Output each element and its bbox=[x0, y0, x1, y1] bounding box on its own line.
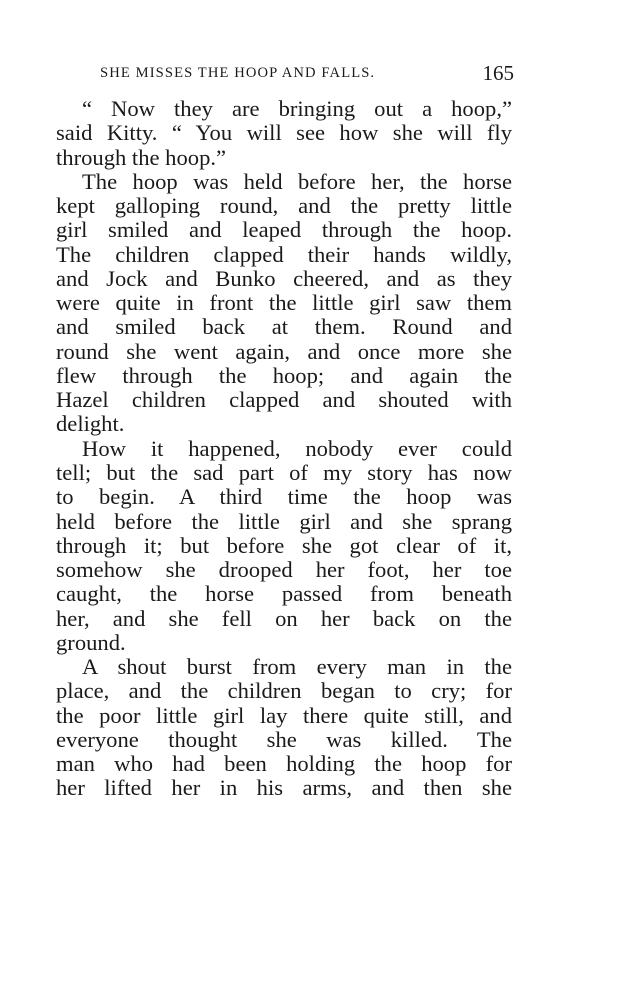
text-line: and Jock and Bunko cheered, and as they bbox=[56, 265, 512, 291]
text-line: kept galloping round, and the pretty little bbox=[56, 193, 512, 219]
text-line: A shout burst from every man in the bbox=[82, 654, 512, 680]
text-line: were quite in front the little girl saw them bbox=[56, 290, 512, 316]
text-line: flew through the hoop; and again the bbox=[56, 362, 512, 388]
text-line: everyone thought she was killed. The bbox=[56, 726, 512, 752]
text-line: girl smiled and leaped through the hoop. bbox=[56, 217, 512, 243]
text-line: Hazel children clapped and shouted with bbox=[56, 387, 512, 413]
text-line: held before the little girl and she sprang bbox=[56, 508, 512, 534]
running-title: SHE MISSES THE HOOP AND FALLS. bbox=[100, 65, 376, 81]
text-line: through it; but before she got clear of it, bbox=[56, 532, 512, 558]
text-line: “ Now they are bringing out a hoop,” bbox=[82, 96, 512, 121]
text-line: and smiled back at them. Round and bbox=[56, 314, 512, 340]
text-line: The children clapped their hands wildly, bbox=[56, 241, 512, 267]
text-line: the poor little girl lay there quite still, and bbox=[56, 702, 512, 728]
text-line: tell; but the sad part of my story has now bbox=[56, 459, 512, 485]
text-line: delight. bbox=[56, 411, 125, 437]
text-line: to begin. A third time the hoop was bbox=[56, 484, 512, 510]
running-head bbox=[100, 61, 514, 87]
text-line: place, and the children began to cry; for bbox=[56, 678, 512, 704]
body-text bbox=[56, 97, 512, 801]
text-line: ground. bbox=[56, 629, 126, 655]
text-line: through the hoop.” bbox=[56, 144, 227, 170]
text-line: somehow she drooped her foot, her toe bbox=[56, 557, 512, 583]
page-number: 165 bbox=[482, 61, 514, 85]
text-line: her, and she fell on her back on the bbox=[56, 605, 512, 631]
text-line: The hoop was held before her, the horse bbox=[82, 168, 512, 194]
text-line: round she went again, and once more she bbox=[56, 338, 512, 364]
text-line: man who had been holding the hoop for bbox=[56, 751, 512, 777]
text-line: her lifted her in his arms, and then she bbox=[56, 775, 512, 801]
text-line: How it happened, nobody ever could bbox=[82, 435, 512, 461]
text-line: said Kitty. “ You will see how she will fly bbox=[56, 120, 512, 146]
text-line: caught, the horse passed from beneath bbox=[56, 581, 512, 607]
